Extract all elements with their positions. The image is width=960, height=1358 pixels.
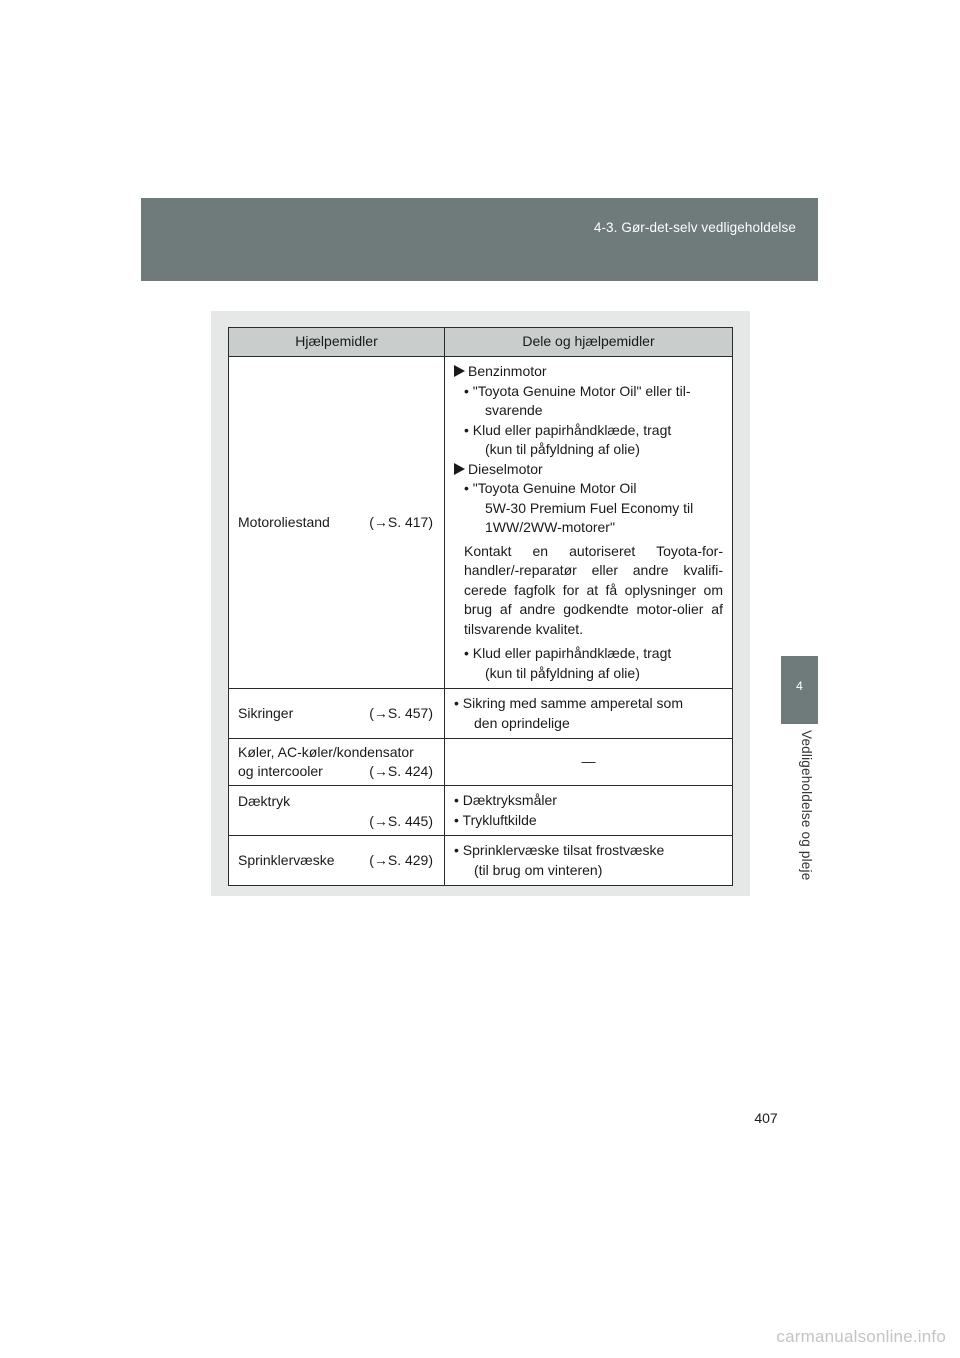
table-row bbox=[229, 836, 733, 886]
note-paragraph: Kontakt en autoriseret Toyota-for-handler/-reparatør eller andre kvalifi-cerede fagfolk for at få oplysninger om brug af andre godkendte motor-olier af tilsvarende kvalitet. bbox=[464, 542, 723, 637]
parts-cell bbox=[445, 786, 733, 836]
list-item: (kun til påfyldning af olie) bbox=[485, 441, 640, 457]
page-reference-link[interactable]: (→S. 429) bbox=[369, 851, 433, 868]
tools-table bbox=[228, 327, 733, 886]
item-cell bbox=[229, 836, 445, 886]
list-item: • Klud eller papirhåndklæde, tragt bbox=[464, 645, 672, 661]
page-reference-link[interactable]: (→S. 424) bbox=[369, 763, 433, 779]
item-label: Sprinklervæske bbox=[238, 851, 335, 868]
page-reference-link[interactable]: (→S. 457) bbox=[369, 704, 433, 721]
list-item: den oprindelige bbox=[474, 714, 570, 731]
item-cell bbox=[229, 739, 445, 786]
item-cell bbox=[229, 357, 445, 689]
list-item: • "Toyota Genuine Motor Oil" eller til- bbox=[464, 382, 691, 399]
table-row bbox=[229, 357, 733, 689]
chapter-number: 4 bbox=[796, 679, 803, 693]
item-label-continued: og intercooler bbox=[238, 763, 323, 779]
chapter-side-label: Vedligeholdelse og pleje bbox=[799, 730, 814, 881]
item-label: Motoroliestand bbox=[238, 513, 330, 530]
chapter-section-title: 4-3. Gør-det-selv vedligeholdelse bbox=[593, 220, 796, 235]
triangle-arrow-icon bbox=[454, 365, 465, 377]
list-item: • Sikring med samme amperetal som bbox=[454, 695, 683, 711]
list-item: • Klud eller papirhåndklæde, tragt bbox=[464, 421, 672, 438]
page-number: 407 bbox=[754, 1110, 778, 1126]
list-item: 1WW/2WW-motorer" bbox=[485, 519, 615, 535]
empty-dash: — bbox=[581, 753, 596, 770]
group-title: Benzinmotor bbox=[454, 362, 723, 382]
list-item: • Sprinklervæske tilsat frostvæske bbox=[454, 842, 665, 858]
list-item: svarende bbox=[485, 402, 543, 418]
list-item: (til brug om vinteren) bbox=[474, 861, 603, 878]
chapter-header-band bbox=[141, 198, 818, 281]
table-row bbox=[229, 689, 733, 739]
page-reference-link[interactable]: (→S. 417) bbox=[369, 513, 433, 530]
table-header-row bbox=[229, 328, 733, 357]
parts-cell bbox=[445, 689, 733, 739]
item-cell bbox=[229, 689, 445, 739]
table-row bbox=[229, 739, 733, 786]
parts-cell bbox=[445, 739, 733, 786]
item-label: Køler, AC-køler/kondensator bbox=[238, 743, 414, 760]
item-cell bbox=[229, 786, 445, 836]
list-item: • Trykluftkilde bbox=[454, 811, 537, 828]
list-item: 5W-30 Premium Fuel Economy til bbox=[485, 499, 694, 516]
table-row bbox=[229, 786, 733, 836]
page-reference-link[interactable]: (→S. 445) bbox=[369, 812, 433, 829]
triangle-arrow-icon bbox=[454, 463, 465, 475]
list-item: • Dæktryksmåler bbox=[454, 792, 557, 808]
header-tools: Hjælpemidler bbox=[229, 328, 445, 357]
list-item: (kun til påfyldning af olie) bbox=[485, 664, 640, 681]
watermark: carmanualsonline.info bbox=[776, 1327, 946, 1346]
chapter-side-tab[interactable] bbox=[781, 656, 818, 724]
item-label: Sikringer bbox=[238, 704, 294, 721]
parts-cell bbox=[445, 357, 733, 689]
item-label: Dæktryk bbox=[238, 793, 291, 809]
group-title: Dieselmotor bbox=[454, 460, 723, 480]
list-item: • "Toyota Genuine Motor Oil bbox=[464, 480, 637, 496]
header-parts: Dele og hjælpemidler bbox=[445, 328, 733, 357]
parts-cell bbox=[445, 836, 733, 886]
